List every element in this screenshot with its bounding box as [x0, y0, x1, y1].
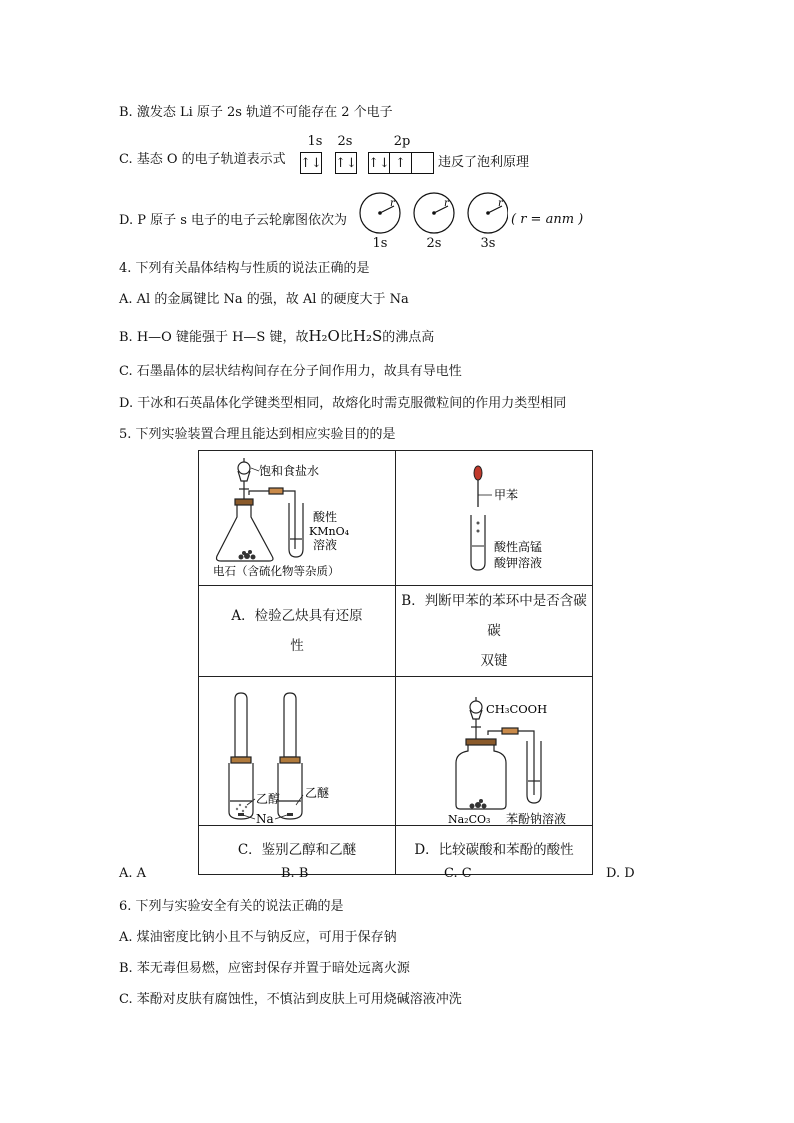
cell-d-caption	[396, 826, 593, 875]
orbital-box: ↑↓	[300, 152, 322, 174]
label-acetic-acid: CH₃COOH	[486, 702, 548, 716]
q4-option-c: C. 石墨晶体的层状结构间存在分子间作用力，故具有导电性	[119, 364, 462, 379]
formula-h2o: H₂O	[308, 327, 340, 345]
caption-d: D．比较碳酸和苯酚的酸性	[414, 842, 574, 858]
q5-option-b: B. B	[281, 866, 309, 881]
apparatus-a	[199, 451, 395, 585]
q6-option-b: B. 苯无毒但易燃，应密封保存并置于暗处远离火源	[119, 961, 410, 976]
q3-option-b: B. 激发态 Li 原子 2s 轨道不可能存在 2 个电子	[119, 105, 393, 120]
label-toluene: 甲苯	[494, 488, 519, 502]
apparatus-c	[199, 677, 395, 825]
orbital-2p	[368, 152, 434, 174]
formula-h2s: H₂S	[352, 327, 383, 345]
apparatus-b	[396, 451, 592, 585]
q6-option-c: C. 苯酚对皮肤有腐蚀性，不慎沾到皮肤上可用烧碱溶液冲洗	[119, 992, 462, 1007]
cell-d-diagram	[396, 677, 593, 826]
label-acidic-permanganate-2: 酸钾溶液	[494, 556, 543, 570]
q5-option-d: D. D	[606, 866, 635, 881]
q5-option-a: A. A	[119, 866, 147, 881]
caption-a-line1: A．检验乙炔具有还原	[231, 608, 363, 624]
label-saturated-brine: 饱和食盐水	[259, 464, 320, 478]
label-acidic: 酸性	[313, 510, 338, 524]
q4-option-a: A. Al 的金属键比 Na 的强，故 Al 的硬度大于 Na	[119, 292, 409, 307]
q3-option-d-suffix: ( r = anm )	[511, 212, 584, 227]
q3-option-c-prefix: C. 基态 O 的电子轨道表示式	[119, 152, 286, 167]
label-sodium-carbonate: Na₂CO₃	[448, 813, 491, 825]
cloud-label-1s: 1s	[372, 236, 388, 251]
orbital-label-2p: 2p	[393, 134, 411, 149]
q3-option-d-prefix: D. P 原子 s 电子的电子云轮廓图依次为	[119, 213, 348, 228]
experiment-table	[198, 450, 593, 875]
orbital-box: ↑↓	[368, 152, 390, 174]
cell-b-caption	[396, 586, 593, 677]
caption-c: C．鉴别乙醇和乙醚	[237, 842, 357, 858]
cell-b-diagram	[396, 451, 593, 586]
apparatus-d	[396, 677, 592, 825]
cloud-label-3s: 3s	[480, 236, 496, 251]
label-calcium-carbide: 电石（含硫化物等杂质）	[213, 564, 340, 578]
q6-stem: 6. 下列与实验安全有关的说法正确的是	[119, 899, 344, 914]
q4-b-suffix: 的沸点高	[382, 330, 435, 345]
q5-option-c: C. C	[444, 866, 472, 881]
label-sodium: Na	[256, 812, 274, 825]
cell-c-diagram	[199, 677, 396, 826]
label-kmno4: KMnO₄	[309, 525, 349, 538]
orbital-label-2s: 2s	[337, 134, 353, 149]
radius-label: r	[498, 198, 503, 209]
q3-option-c-suffix: 违反了泡利原理	[438, 155, 530, 170]
orbital-box	[412, 152, 434, 174]
q5-stem: 5. 下列实验装置合理且能达到相应实验目的的是	[119, 427, 396, 442]
electron-cloud-diagram	[358, 192, 508, 236]
orbital-label-1s: 1s	[307, 134, 323, 149]
caption-b-line1: B．判断甲苯的苯环中是否含碳碳	[401, 593, 587, 639]
orbital-box: ↑↓	[335, 152, 357, 174]
orbital-1s	[300, 152, 322, 174]
cell-a-caption	[199, 586, 396, 677]
radius-label: r	[390, 198, 395, 209]
caption-b-line2: 双键	[480, 653, 508, 669]
q6-option-a: A. 煤油密度比钠小且不与钠反应，可用于保存钠	[119, 930, 397, 945]
label-ethanol: 乙醇	[256, 792, 281, 806]
caption-a-line2: 性	[290, 638, 304, 654]
orbital-2s	[335, 152, 357, 174]
label-acidic-permanganate-1: 酸性高锰	[494, 540, 543, 554]
radius-label: r	[444, 198, 449, 209]
q4-option-d: D. 干冰和石英晶体化学键类型相同，故熔化时需克服微粒间的作用力类型相同	[119, 396, 567, 411]
label-sodium-phenoxide: 苯酚钠溶液	[506, 812, 567, 825]
q4-stem: 4. 下列有关晶体结构与性质的说法正确的是	[119, 261, 370, 276]
label-ether: 乙醚	[305, 786, 330, 800]
orbital-box: ↑	[390, 152, 412, 174]
label-solution: 溶液	[313, 538, 338, 552]
q4-option-b	[119, 327, 434, 347]
q4-b-prefix: B. H—O 键能强于 H—S 键，故	[119, 330, 309, 345]
cell-a-diagram	[199, 451, 396, 586]
cloud-label-2s: 2s	[426, 236, 442, 251]
q4-b-mid: 比	[339, 330, 353, 345]
